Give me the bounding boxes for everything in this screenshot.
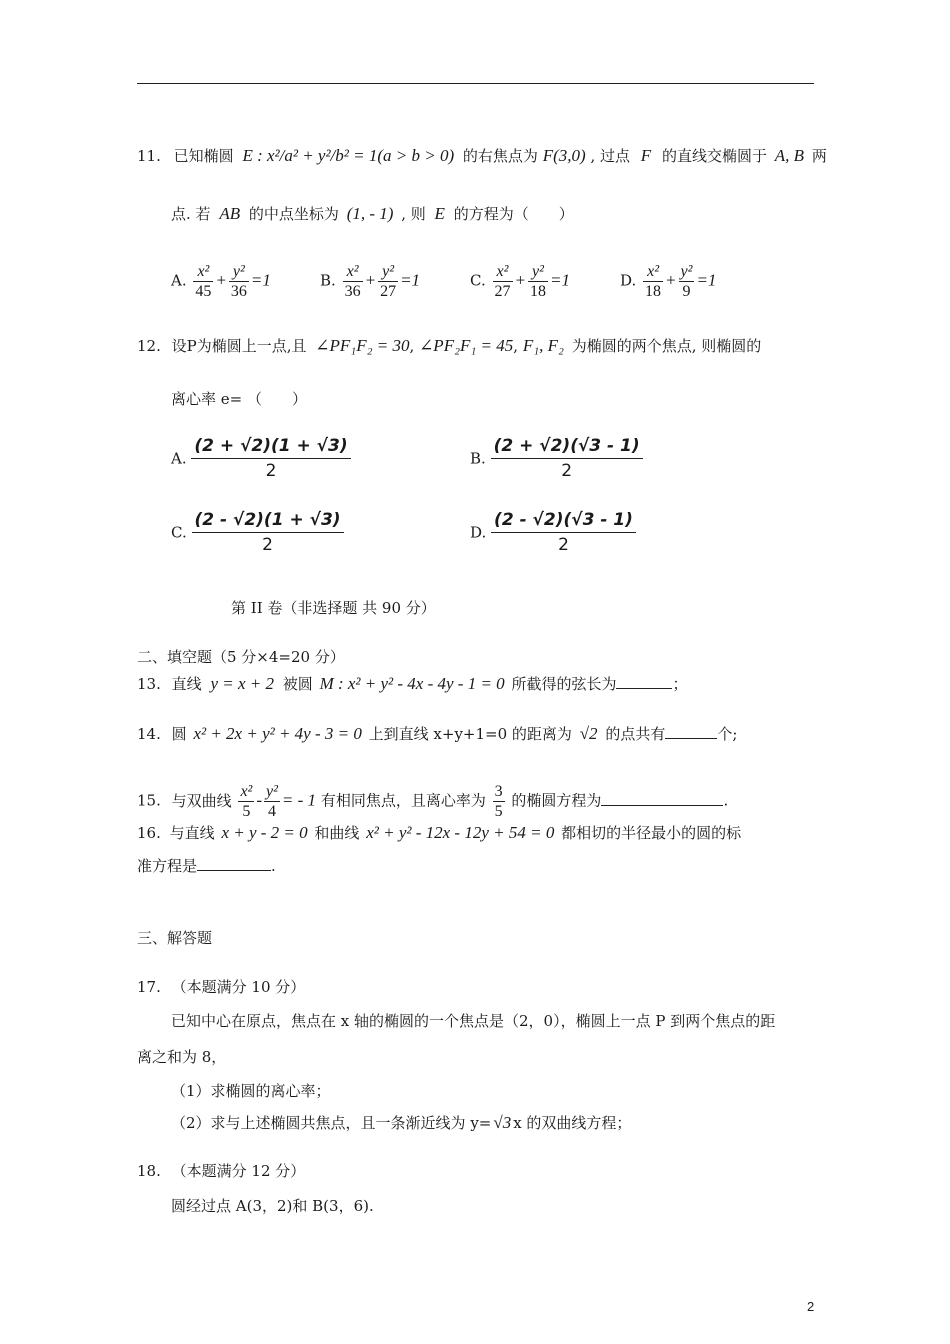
q11-text-focus: 的右焦点为: [462, 147, 538, 165]
numerator: x²: [343, 262, 363, 282]
q15-number: 15.: [137, 791, 161, 810]
q15-text-a: 与双曲线: [171, 791, 232, 810]
q16-text-b: 和曲线: [314, 824, 360, 842]
fraction: [193, 262, 213, 301]
q11-text-through: , 过点: [590, 147, 630, 165]
part2-heading: 二、填空题（5 分×4=20 分）: [137, 648, 345, 666]
q13-number: 13.: [137, 675, 161, 693]
q14-answer-blank[interactable]: [665, 738, 717, 739]
fraction: [238, 782, 254, 821]
q13: [137, 674, 688, 694]
denominator: 27: [380, 283, 397, 300]
q16-curve-equation: x² + y² - 12x - 12y + 54 = 0: [366, 823, 555, 842]
numerator: y²: [229, 262, 249, 282]
q17-text1: 已知中心在原点，焦点在 x 轴的椭圆的一个焦点是（2，0），椭圆上一点 P 到两个焦点的距: [171, 1012, 776, 1030]
q16-number: 16.: [137, 824, 161, 842]
q11-line1: [137, 146, 827, 166]
q17-score: （本题满分 10 分）: [171, 978, 306, 996]
numerator: y²: [266, 783, 278, 800]
denominator: 5: [494, 803, 503, 820]
q14-circle-equation: x² + 2x + y² + 4y - 3 = 0: [193, 724, 362, 743]
q11-number: 11.: [137, 147, 161, 165]
section2-title: 第 II 卷（非选择题 共 90 分）: [231, 599, 436, 617]
q11-AB-segment: AB: [219, 204, 241, 223]
q15-text-c: 的椭圆方程为: [511, 791, 602, 810]
q12-text1: 设P为椭圆上一点,且: [171, 337, 307, 355]
q18-score: （本题满分 12 分）: [171, 1162, 306, 1180]
numerator: x²: [193, 262, 213, 282]
denominator: 2: [262, 535, 273, 555]
denominator: 45: [195, 283, 212, 300]
q12-angle2: ∠PF₂F₁ = 45: [419, 336, 514, 355]
q11-focus-point: F(3,0): [542, 146, 586, 165]
q12-angle1: ∠PF₁F₂ = 30: [315, 336, 410, 355]
q14: [137, 724, 737, 744]
fraction: [491, 434, 643, 483]
q16-text-d: 准方程是: [137, 857, 198, 875]
q13-end: ；: [672, 675, 688, 693]
denominator: 9: [682, 283, 691, 300]
q17-sub2: [171, 1113, 631, 1133]
q17-sub2-a: （2）求与上述椭圆共焦点，且一条渐近线为 y=: [171, 1114, 492, 1132]
fraction: [192, 508, 344, 557]
q11-midpoint-coords: (1, - 1): [346, 204, 394, 223]
q12-number: 12.: [137, 337, 161, 355]
q11-text-midpoint: 的中点坐标为: [248, 205, 339, 223]
fraction: [191, 434, 350, 483]
numerator: y²: [378, 262, 398, 282]
denominator: 5: [242, 803, 251, 820]
fraction: [493, 262, 513, 301]
eccentricity-fraction: [493, 782, 505, 821]
q17-header: [137, 977, 305, 997]
q17-sub2-b: x 的双曲线方程；: [513, 1114, 632, 1132]
q12-option-b: [470, 434, 643, 483]
q14-text-b: 上到直线 x+y+1=0 的距离为: [368, 725, 572, 743]
q11-option-d: D. $\frac{\text{x²}}{18}$ + $\frac{\text{y²}}{9}$ =1: [620, 263, 717, 300]
q11-option-c: C. $\frac{\text{x²}}{27}$ + $\frac{\text{y²}}{18}$ =1: [470, 263, 570, 300]
denominator: 2: [558, 535, 569, 555]
q11-F: F: [640, 146, 652, 165]
q11-text-then: , 则: [401, 205, 426, 223]
q12-line2: [171, 389, 307, 409]
option-label: C.: [171, 523, 187, 542]
q12-option-c: [171, 508, 344, 557]
fraction: [643, 262, 663, 301]
rhs: = - 1: [281, 790, 317, 810]
q14-text-a: 圆: [171, 725, 187, 743]
q13-text-c: 所截得的弦长为: [511, 675, 617, 693]
rhs: =1: [696, 270, 717, 290]
q12-text2: 为椭圆的两个焦点, 则椭圆的: [571, 337, 762, 355]
q16-text-c: 都相切的半径最小的圆的标: [561, 824, 742, 842]
numerator: x²: [240, 783, 253, 800]
q11-option-a: A. $\frac{\text{x²}}{45}$ + $\frac{\text{y²}}{36}$ =1: [171, 263, 271, 300]
numerator: (2 + √2)(1 + √3): [191, 434, 350, 459]
option-label: D.: [620, 271, 637, 290]
q17-sub2-root: √3: [493, 1113, 512, 1132]
q15: [137, 782, 728, 821]
rhs: =1: [400, 270, 421, 290]
q15-end: .: [723, 791, 729, 810]
minus: -: [256, 790, 263, 810]
numerator: (2 + √2)(√3 - 1): [491, 434, 643, 459]
denominator: 18: [529, 283, 546, 300]
q14-distance: √2: [579, 724, 598, 743]
numerator: 3: [494, 783, 503, 800]
denominator: 36: [344, 283, 361, 300]
denominator: 4: [267, 803, 276, 820]
q11-text-point: 点. 若: [171, 205, 211, 223]
q11-AB: A, B: [774, 146, 805, 165]
q11-tail: 两: [811, 147, 827, 165]
denominator: 27: [494, 283, 511, 300]
q12-option-a: [171, 434, 351, 483]
q12-line1: 12. 设P为椭圆上一点,且 ∠PF₁F₂ = 30, ∠PF₂F₁ = 45, F₁, F₂ 为椭圆的两个焦点, 则椭圆的: [137, 336, 762, 355]
q15-text-b: 有相同焦点，且离心率为: [320, 791, 486, 810]
q14-text-c: 的点共有: [605, 725, 666, 743]
q16-text-a: 与直线: [169, 824, 215, 842]
rhs: =1: [250, 270, 271, 290]
q16-answer-blank[interactable]: [197, 870, 271, 871]
q11-line2: [171, 204, 574, 224]
q11-option-b: B. $\frac{\text{x²}}{36}$ + $\frac{\text{y²}}{27}$ =1: [320, 263, 421, 300]
option-label: A.: [171, 271, 187, 290]
q18-header: [137, 1161, 305, 1181]
q13-answer-blank[interactable]: [616, 688, 672, 689]
fraction: [343, 262, 363, 301]
numerator: x²: [493, 262, 513, 282]
q14-end: 个;: [717, 725, 738, 743]
denominator: 2: [265, 461, 277, 481]
numerator: (2 - √2)(1 + √3): [192, 508, 344, 533]
q18-number: 18.: [137, 1162, 161, 1180]
q16-end: .: [271, 857, 276, 875]
numerator: (2 - √2)(√3 - 1): [491, 508, 636, 533]
fraction: [229, 262, 249, 301]
header-rule: [137, 83, 814, 84]
fraction: [264, 782, 280, 821]
fraction: [679, 262, 695, 301]
q17-text2: 离之和为 8，: [137, 1048, 227, 1066]
q13-text-a: 直线: [171, 675, 202, 693]
q18-text1: 圆经过点 A(3，2)和 B(3，6).: [171, 1197, 374, 1215]
q16-line2: [137, 856, 276, 876]
q13-text-b: 被圆: [282, 675, 313, 693]
q17-sub1: （1）求椭圆的离心率；: [171, 1082, 331, 1100]
option-label: B.: [320, 271, 336, 290]
q11-ellipse-equation: E : x²/a² + y²/b² = 1(a > b > 0): [242, 146, 455, 165]
q16-line1: [137, 823, 741, 843]
q13-line-equation: y = x + 2: [210, 674, 274, 693]
q14-number: 14.: [137, 725, 161, 743]
option-label: B.: [470, 449, 486, 468]
q16-line-equation: x + y - 2 = 0: [221, 823, 308, 842]
q11-text-line: 的直线交椭圆于: [661, 147, 767, 165]
q12-option-d: [470, 508, 636, 557]
q11-E: E: [434, 204, 445, 223]
q11-lead: 已知椭圆: [173, 147, 234, 165]
page-number: 2: [807, 1299, 815, 1314]
option-label: A.: [171, 449, 187, 468]
denominator: 18: [645, 283, 662, 300]
denominator: 2: [561, 461, 573, 481]
rhs: =1: [549, 270, 570, 290]
q11-text-equation: 的方程为（ ）: [453, 205, 574, 223]
fraction: [378, 262, 398, 301]
q17-number: 17.: [137, 978, 161, 996]
q12-text3: 离心率 e= （ ）: [171, 390, 307, 408]
numerator: y²: [680, 263, 693, 280]
q15-answer-blank[interactable]: [601, 805, 723, 806]
q12-foci: F₁, F₂: [522, 336, 564, 355]
part3-heading: 三、解答题: [137, 929, 213, 947]
fraction: [491, 508, 636, 557]
numerator: x²: [643, 262, 663, 282]
denominator: 36: [230, 283, 247, 300]
numerator: y²: [528, 262, 548, 282]
option-label: C.: [470, 271, 486, 290]
q13-circle-equation: M : x² + y² - 4x - 4y - 1 = 0: [319, 674, 505, 693]
fraction: [528, 262, 548, 301]
option-label: D.: [470, 523, 487, 542]
